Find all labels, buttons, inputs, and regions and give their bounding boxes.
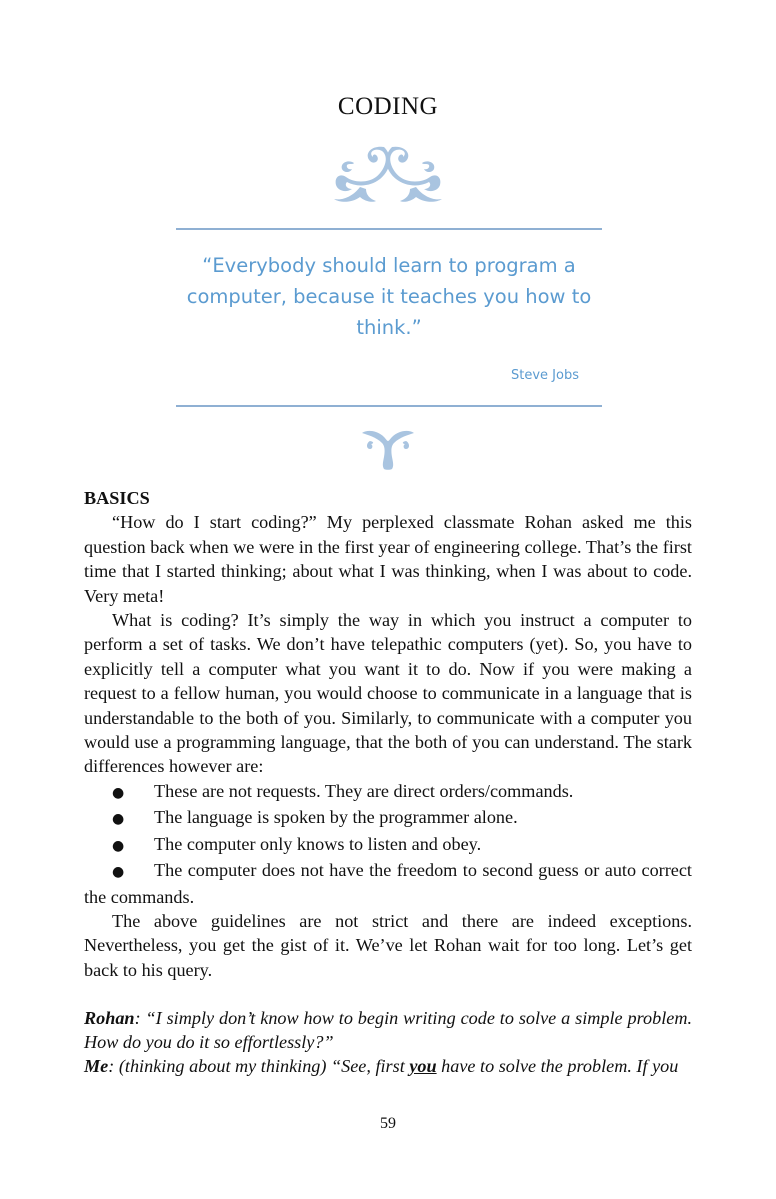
me-line-end: have to solve the problem. If you: [436, 1056, 679, 1077]
list-item: [84, 805, 692, 831]
list-item-text: These are not requests. They are direct orders/commands.: [154, 780, 574, 801]
epigraph-quote: “Everybody should learn to program a computer, because it teaches you how to think.”: [186, 254, 592, 339]
chapter-title: CODING: [337, 93, 439, 120]
list-item-text: The language is spoken by the programmer alone.: [154, 807, 518, 828]
bullet-icon: ●: [112, 864, 125, 881]
bullet-icon: ●: [112, 784, 125, 801]
list-item: [84, 858, 692, 909]
bullet-icon: ●: [112, 837, 125, 854]
section-heading: BASICS: [84, 488, 150, 508]
page-number: 59: [380, 1115, 396, 1132]
floral-ornament-icon: [330, 143, 446, 209]
dialogue-me: [84, 1054, 692, 1078]
bullet-icon: ●: [112, 811, 125, 828]
list-item-text: The computer does not have the freedom to second guess or auto correct the commands.: [84, 860, 692, 907]
divider-bottom: [176, 405, 602, 407]
list-item: [84, 832, 692, 858]
rohan-line: : “I simply don’t know how to begin writing code to solve a simple problem. How do you do it so effortlessly?”: [84, 1008, 692, 1053]
paragraph-2: What is coding? It’s simply the way in which you instruct a computer to perform a set of tasks. We don’t have telepathic computers (yet). So, you have to explicitly tell a computer what you want it to do. Now if you were making a request to a fellow human, you would choose to communicate in a language that is understandable to the both of you. Similarly, to communicate with a computer you would use a programming language, that the both of you can understand. The stark differences however are:: [84, 610, 692, 777]
speaker-rohan: Rohan: [84, 1008, 135, 1029]
speaker-me: Me: [84, 1056, 109, 1077]
me-line-start: : (thinking about my thinking) “See, first: [108, 1056, 410, 1077]
me-emphasis: you: [409, 1056, 437, 1077]
divider-top: [176, 228, 602, 230]
epigraph-author: Steve Jobs: [511, 368, 579, 383]
bullet-list: [84, 779, 692, 909]
list-item-text: The computer only knows to listen and obey.: [154, 833, 482, 854]
dialogue-rohan: [84, 1006, 692, 1054]
fleuron-ornament-icon: [360, 427, 416, 471]
spacer: [84, 982, 692, 1006]
body-text: [84, 486, 692, 1078]
list-item: [84, 779, 692, 805]
paragraph-1: “How do I start coding?” My perplexed classmate Rohan asked me this question back when we were in the first year of engineering college. That’s the first time that I started thinking; about what I was thinking, when I was about to code. Very meta!: [84, 512, 692, 606]
paragraph-3: The above guidelines are not strict and there are indeed exceptions. Nevertheless, you get the gist of it. We’ve let Rohan wait for too long. Let’s get back to his query.: [84, 910, 692, 980]
